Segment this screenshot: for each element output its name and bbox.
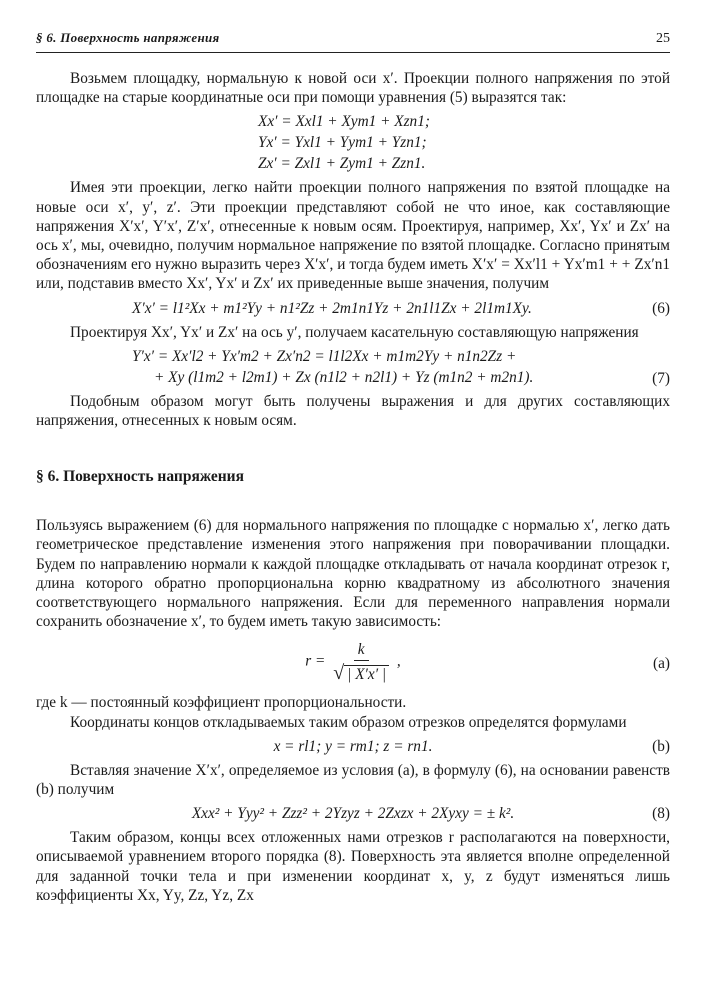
- equation-8: [36, 803, 670, 824]
- sqrt-symbol: √: [333, 662, 345, 685]
- equation-b-body: x = rl1; y = rm1; z = rn1.: [273, 737, 433, 755]
- equation-7: [36, 346, 670, 388]
- equation-line: Zx′ = Zxl1 + Zym1 + Zzn1.: [258, 155, 426, 173]
- equation-line: + Xy (l1m2 + l2m1) + Zx (n1l2 + n2l1) + Yz (m1n2 + m2n1).: [154, 368, 534, 386]
- equation-8-body: Xxx² + Yyy² + Zzz² + 2Yzyz + 2Zxzx + 2Xyxy = ± k².: [191, 805, 515, 823]
- running-header: [36, 30, 670, 53]
- equation-number: (7): [652, 369, 670, 387]
- paragraph-substitution: Вставляя значение X′x′, определяемое из условия (a), в формулу (6), на основании равенств (b) получим: [36, 761, 670, 799]
- equation-5-projections: [36, 111, 670, 174]
- equation-line: Y′x′ = Xx′l2 + Yx′m2 + Zx′n2 = l1l2Xx + m1m2Yy + n1n2Zz +: [132, 347, 517, 365]
- fraction-numerator: k: [354, 639, 369, 661]
- running-header-title: § 6. Поверхность напряжения: [36, 30, 220, 45]
- page-number: 25: [656, 31, 670, 46]
- book-page: [36, 30, 670, 905]
- equation-a-lhs: r =: [305, 652, 326, 670]
- paragraph-tangential: Проектируя Xx′, Yx′ и Zx′ на ось y′, получаем касательную составляющую напряжения: [70, 323, 639, 341]
- paragraph-surface: Таким образом, концы всех отложенных нами отрезков r располагаются на поверхности, описываемой уравнением второго порядка (8). Поверхность эта является вполне определенной для заданной точки тела и при изменении координат x, y, z будут изменяться лишь коэффициенты Xx, Yy, Zz, Yz, Zx: [36, 829, 670, 904]
- equation-a-tail: ,: [396, 652, 401, 670]
- equation-b: [36, 736, 670, 757]
- equation-number: (6): [652, 299, 670, 317]
- equation-line: Xx′ = Xxl1 + Xym1 + Xzn1;: [258, 113, 430, 131]
- equation-6-body: X′x′ = l1²Xx + m1²Yy + n1²Zz + 2m1n1Yz + 2n1l1Zx + 2l1m1Xy.: [132, 299, 532, 317]
- equation-number: (b): [652, 737, 670, 755]
- equation-number: (a): [653, 655, 670, 673]
- equation-line: Yx′ = Yxl1 + Yym1 + Yzn1;: [258, 134, 427, 152]
- paragraph-constant: где k — постоянный коэффициент пропорциональности.: [36, 694, 407, 712]
- fraction-denominator: [333, 661, 389, 685]
- paragraph-coordinates: Координаты концов откладываемых таким образом отрезков определятся формулами: [70, 713, 627, 731]
- equation-number: (8): [652, 805, 670, 823]
- equation-6: [36, 298, 670, 319]
- paragraph-new-axis: Возьмем площадку, нормальную к новой оси x′. Проекции полного напряжения по этой площадке на старые координатные оси при помощи уравнения (5) выразятся так:: [36, 70, 670, 107]
- section-heading: § 6. Поверхность напряжения: [36, 468, 244, 486]
- paragraph-projections: Имея эти проекции, легко найти проекции полного напряжения по взятой площадке на новые оси x′, y′, z′. Эти проекции представляют собой не что иное, как составляющие напряжения X′x′, Y′x′, Z′x′, отнесенные к новым осям. Проектируя, например, Xx′, Yx′ и Zx′ на ось x′, мы, очевидно, получим нормальное напряжение по взятой площадке. Согласно принятым обозначениям его нужно выразить через X′x′, и тогда будем иметь X′x′ = Xx′l1 + Yx′m1 + + Zx′n1 или, подставив вместо Xx′, Yx′ и Zx′ их приведенные выше значения, получим: [36, 179, 670, 293]
- paragraph-other-components: Подобным образом могут быть получены выражения и для других составляющих напряжения, отнесенных к новым осям.: [36, 392, 670, 430]
- abs-value: | X′x′ |: [344, 665, 389, 683]
- equation-a: [36, 639, 670, 685]
- fraction: [333, 639, 389, 685]
- paragraph-geometric: Пользуясь выражением (6) для нормального напряжения по площадке с нормалью x′, легко дать геометрическое представление изменения этого напряжения при поворачивании площадки. Будем по направлению нормали к каждой площадке откладывать от начала координат отрезок r, длина которого обратно пропорциональна корню квадратному из абсолютного значения соответствующего нормального напряжения. Если для переменного направления нормали сохранить обозначение x′, то будем иметь такую зависимость:: [36, 517, 670, 631]
